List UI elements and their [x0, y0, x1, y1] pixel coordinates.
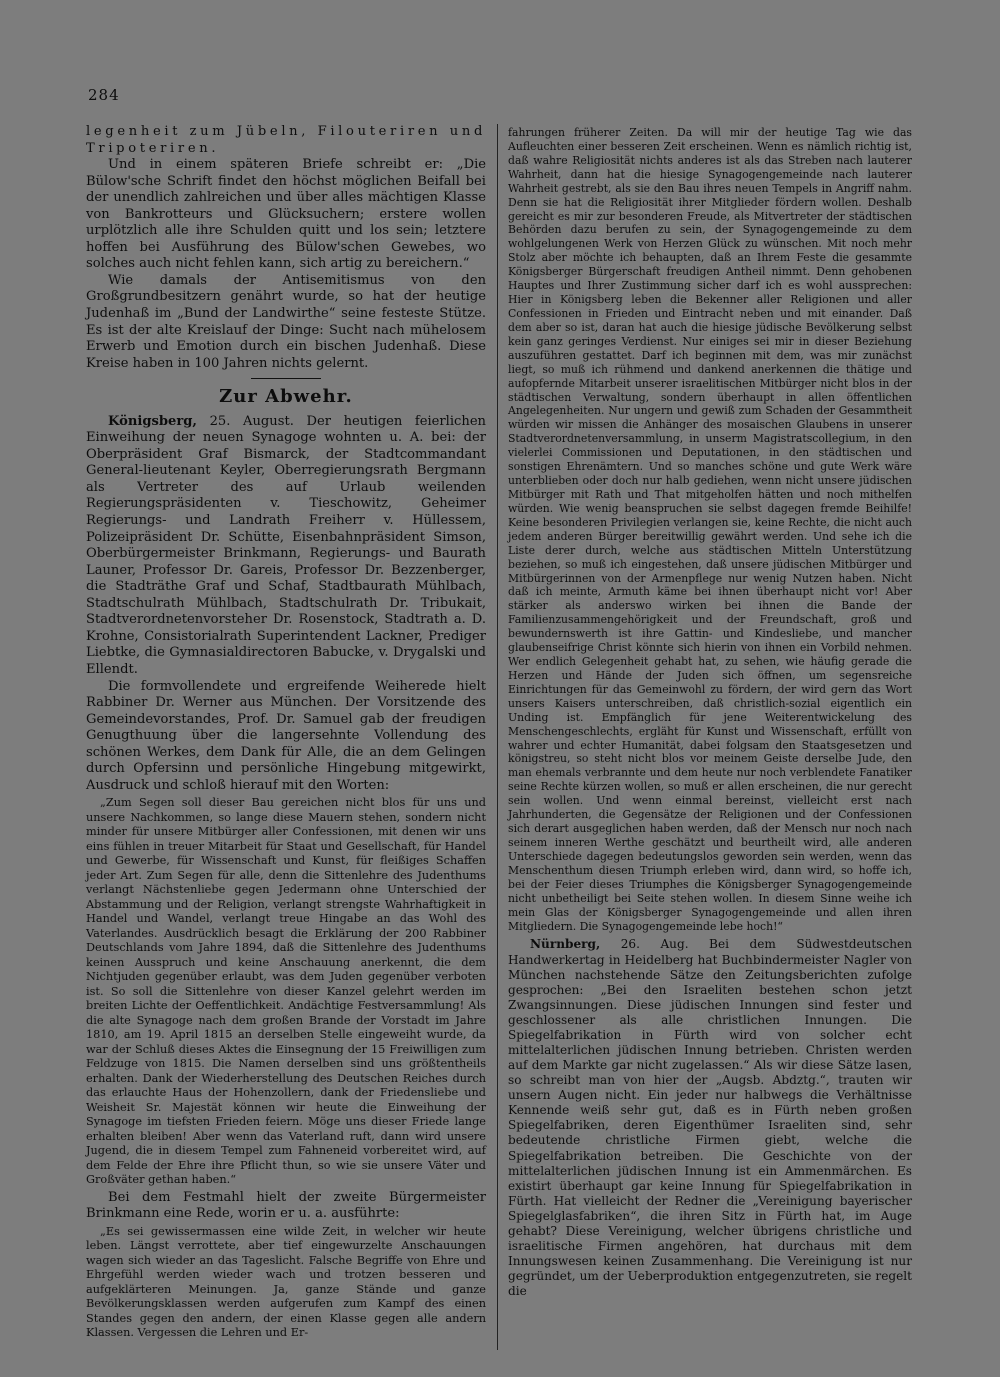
page-number: 284 [88, 86, 120, 104]
article-nuernberg-text: 26. Aug. Bei dem Südwestdeutschen Handwerkertag in Heidelberg hat Buchbindermeister Nagler von München nachstehende Sätze den Zeitungsberichten zufolge gesprochen: „Bei den Israeliten bestehen schon jetzt Zwangsinnungen. Diese jüdischen Innungen sind fester und geschlossener als alle christlichen Innungen. Die Spiegelfabrikation in Fürth wird von solcher echt mittelalterlichen jüdischen Innung betrieben. Christen werden auf dem Markte gar nicht zugelassen.“ Als wir diese Sätze lasen, so schreibt man von hier der „Augsb. Abdztg.“, trauten wir unsern Augen nicht. Ein jeder nur halbwegs die Verhältnisse Kennende weiß sehr gut, daß es in Fürth neben großen Spiegelfabriken, deren Eigenthümer Israeliten sind, sehr bedeutende christliche Firmen giebt, welche die Spiegelfabrikation betreiben. Die Geschichte von der mittelalterlichen jüdischen Innung ist ein Ammenmärchen. Es existirt überhaupt gar keine Innung für Spiegelfabrikation in Fürth. Hat vielleicht der Redner die „Vereinigung bayerischer Spiegelglasfabriken“, die ihren Sitz in Fürth hat, im Auge gehabt? Diese Vereinigung, welcher übrigens christliche und israelitische Firmen angehören, hat durchaus mit dem Innungswesen keinen Zusammenhang. Die Vereinigung ist nur gegründet, um der Ueberproduktion entgegenzutreten, sie regelt die [508, 937, 912, 1299]
paragraph-antisemitism: Wie damals der Antisemitismus von den Großgrundbesitzern genährt wurde, so hat der heutige Judenhaß im „Bund der Landwirthe“ seine festeste Stütze. Es ist der alte Kreislauf der Dinge: Sucht nach mühelosem Erwerb und Emotion durch ein bischen Judenhaß. Diese Kreise haben in 100 Jahren nichts gelernt. [86, 272, 486, 371]
paragraph-continuation: legenheit zum Jübeln, Filouteriren und Tripoteriren. [86, 124, 486, 156]
article-koenigsberg-text: 25. August. Der heutigen feierlichen Einweihung der neuen Synagoge wohnten u. A. bei: der Oberpräsident Graf Bismarck, der Stadtcommandant General-lieutenant Keyler, Oberregierungsrath Bergmann als Vertreter des auf Urlaub weilenden Regierungspräsidenten v. Tieschowitz, Geheimer Regierungs- und Landrath Freiherr v. Hüllessem, Polizeipräsident Dr. Schütte, Eisenbahnpräsident Simson, Oberbürgermeister Brinkmann, Regierungs- und Baurath Launer, Professor Dr. Gareis, Professor Dr. Bezzenberger, die Stadträthe Graf und Schaf, Stadtbaurath Mühlbach, Stadtschulrath Mühlbach, Stadtschulrath Dr. Tribukait, Stadtverordnetenvorsteher Dr. Rosenstock, Stadtrath a. D. Krohne, Consistorialrath Superintendent Lackner, Prediger Liebtke, die Gymnasialdirectoren Babucke, v. Drygalski und Ellendt. [86, 413, 486, 677]
quote-brinkmann-continued [508, 126, 912, 933]
left-column [86, 124, 486, 1343]
quote-brinkmann-continued-text: fahrungen früherer Zeiten. Da will mir der heutige Tag wie das Aufleuchten einer besseren Zeit erscheinen. Wenn es nämlich richtig ist, daß wahre Religiosität nichts anderes ist als das Streben nach lauterer Wahrheit, dann hat die hiesige Synagogengemeinde nach lauterer Wahrheit gestrebt, als sie den Bau ihres neuen Tempels in Angriff nahm. Denn sie hat die Religiosität ihrer Mitglieder fördern wollen. Deshalb gereicht es mir zur besonderen Freude, als Mitvertreter der städtischen Behörden dazu berufen zu sein, der Synagogengemeinde zu dem wohlgelungenen Werk von Herzen Glück zu wünschen. Mit noch mehr Stolz aber möchte ich behaupten, daß an Ihrem Feste die gesammte Königsberger Bürgerschaft freudigen Antheil nimmt. Denn gehobenen Hauptes und Ihrer Zustimmung sicher darf ich es wohl aussprechen: Hier in Königsberg leben die Bekenner aller Religionen und aller Confessionen in Frieden und Eintracht neben und mit einander. Daß dem aber so ist, daran hat auch die hiesige jüdische Bevölkerung selbst kein ganz geringes Verdienst. Nur einiges sei mir in dieser Beziehung auszuführen gestattet. Darf ich beginnen mit dem, was mir zunächst liegt, so muß ich rühmend und dankend anerkennen die thätige und aufopfernde Mitarbeit unserer israelitischen Mitbürger nicht blos in der städtischen Verwaltung, sondern überhaupt in allen öffentlichen Angelegenheiten. Nur ungern und gewiß zum Schaden der Gesammtheit würden wir missen die Anhänger des mosaischen Glaubens in unserer Stadtverordnetenversammlung, in unserm Magistratscollegium, in den vielerlei Commissionen und Deputationen, in den städtischen und sonstigen Ehrenämtern. Und so manches schöne und gute Werk wäre unterblieben oder doch nur halb gediehen, wenn nicht unsere jüdischen Mitbürger mit Rath und That mitgeholfen hätten und noch mithelfen würden. Wie wenig beanspruchen sie selbst dagegen fremde Beihilfe! Keine besonderen Privilegien verlangen sie, keine Rechte, die nicht auch jedem anderen Bürger bereitwillig gewährt werden. Und sehe ich die Liste derer durch, welche aus städtischen Mitteln Unterstützung beziehen, so muß ich eingestehen, daß unsere jüdischen Mitbürger und Mitbürgerinnen von der Armenpflege nur wenig Nutzen haben. Nicht daß ich meinte, Armuth käme bei ihnen überhaupt nicht vor! Aber stärker als anderswo wirken bei ihnen die Bande der Familienzusammengehörigkeit und der Freundschaft, groß und bewundernswerth ist ihre Gattin- und Kindesliebe, und mancher glaubenseifrige Christ könnte sich hierin von ihnen ein Vorbild nehmen. Wer endlich Gelegenheit gehabt hat, zu sehen, wie häufig gerade die Herzen und Hände der Juden sich öffnen, um segensreiche Einrichtungen für das Gemeinwohl zu fördern, der wird gern das Wort unsers Kaisers unterschreiben, daß christlich-sozial eigentlich ein Unding ist. Empfänglich für jene Weiterentwickelung des Menschengeschlechts, ergläht für Kunst und Wissenschaft, erfüllt von wahrer und echter Humanität, dabei folgsam den Staatsgesetzen und königstreu, so steht nicht blos vor meinem Geiste derselbe Jude, den man ehemals verbrannte und dem heute nur noch verblendete Fanatiker seine Rechte kürzen wollen, so muß er allen erscheinen, die nur gerecht sein wollen. Und wenn einmal bereinst, vielleicht erst nach Jahrhunderten, die Gegensätze der Religionen und der Confessionen sich derart ausgeglichen haben werden, daß der Mensch nur noch nach seinem inneren Werthe geschätzt und beurtheilt wird, alle anderen Unterschiede dagegen bedeutungslos geworden sein werden, wenn das Menschenthum diesen Triumph erleben wird, dann wird, so hoffe ich, bei der Feier dieses Triumphes die Königsberger Synagogengemeinde nicht unbetheiligt bei Seite stehen wollen. In diesem Sinne weihe ich mein Glas der Königsberger Synagogengemeinde und allen ihren Mitgliedern. Die Synagogengemeinde lebe hoch!“ [508, 126, 912, 933]
separator-rule [251, 378, 321, 379]
article-nuernberg [508, 937, 912, 1299]
column-divider [497, 124, 498, 1350]
quote-brinkmann-text: „Es sei gewissermassen eine wilde Zeit, in welcher wir heute leben. Längst verrottete, aber tief eingewurzelte Anschauungen wagen sich wieder an das Tageslicht. Falsche Begriffe von Ehre und Ehrgefühl werden wieder wach und trotzen besseren und aufgeklärteren Meinungen. Ja, ganze Stände und ganze Bevölkerungsklassen werden aufgerufen zum Kampf des einen Standes gegen den andern, der einen Klasse gegen alle andern Klassen. Vergessen die Lehren und Er- [86, 1224, 486, 1340]
article-koenigsberg [86, 414, 486, 679]
right-column [508, 124, 912, 1299]
quote-samuel [86, 796, 486, 1188]
quote-brinkmann [86, 1225, 486, 1341]
dateline-nuernberg: Nürnberg, [530, 937, 601, 952]
dateline-koenigsberg: Königsberg, [108, 413, 197, 429]
paragraph-weiherede: Die formvollendete und ergreifende Weiherede hielt Rabbiner Dr. Werner aus München. Der Vorsitzende des Gemeindevorstandes, Prof. Dr. Samuel gab der freudigen Genugthuung über die langersehnte Vollendung des schönen Werkes, dem Dank für Alle, die an dem Gelingen durch Opfersinn und persönliche Hingebung mitgewirkt, Ausdruck und schloß hierauf mit den Worten: [86, 678, 486, 793]
paragraph-festmahl: Bei dem Festmahl hielt der zweite Bürgermeister Brinkmann eine Rede, worin er u. a. ausführte: [86, 1189, 486, 1222]
paragraph-letter: Und in einem späteren Briefe schreibt er: „Die Bülow'sche Schrift findet den höchst möglichen Beifall bei der unendlich zahlreichen und über alles mächtigen Klasse von Bankrotteurs und Glücksuchern; erstere wollen urplötzlich alle ihre Schulden quitt und los sein; letztere hoffen bei Ausführung des Bülow'schen Gewebes, wo solches auch nicht fehlen kann, sich artig zu bereichern.“ [86, 157, 486, 272]
quote-samuel-text: „Zum Segen soll dieser Bau gereichen nicht blos für uns und unsere Nachkommen, so lange diese Mauern stehen, sondern nicht minder für unsere Mitbürger aller Confessionen, mit denen wir uns eins fühlen in treuer Mitarbeit für Staat und Gesellschaft, für Handel und Gewerbe, für Wissenschaft und Kunst, für fleißiges Schaffen jeder Art. Zum Segen für alle, denn die Sittenlehre des Judenthums verlangt Nächstenliebe gegen Jedermann ohne Unterschied der Abstammung und der Religion, verlangt strengste Wahrhaftigkeit in Handel und Wandel, verlangt treue Hingabe an das Wohl des Vaterlandes. Ausdrücklich besagt die Erklärung der 200 Rabbiner Deutschlands vom Jahre 1894, daß die Sittenlehre des Judenthums keinen Ausspruch und keine Anschauung anerkennt, die dem Nichtjuden gegenüber erlaubt, was dem Juden gegenüber verboten ist. So soll die Sittenlehre von dieser Kanzel gelehrt werden im breiten Lichte der Oeffentlichkeit. Andächtige Festversammlung! Als die alte Synagoge nach dem großen Brande der Vorstadt im Jahre 1810, am 19. April 1815 an derselben Stelle eingeweiht wurde, da war der Schluß dieses Aktes die Einsegnung der 15 Freiwilligen zum Feldzuge von 1815. Die Namen derselben sind uns größtentheils erhalten. Dank der Wiederherstellung des Deutschen Reiches durch das erlauchte Haus der Hohenzollern, dank der Friedensliebe und Weisheit Sr. Majestät können wir heute die Einweihung der Synagoge im tiefsten Frieden feiern. Möge uns dieser Friede lange erhalten bleiben! Aber wenn das Vaterland ruft, dann wird unsere Jugend, die in diesem Tempel zum Fahneneid vorbereitet wird, auf dem Felde der Ehre ihre Pflicht thun, so wie sie unsere Väter und Großväter gethan haben.“ [86, 796, 486, 1187]
section-title: Zur Abwehr. [219, 386, 353, 408]
